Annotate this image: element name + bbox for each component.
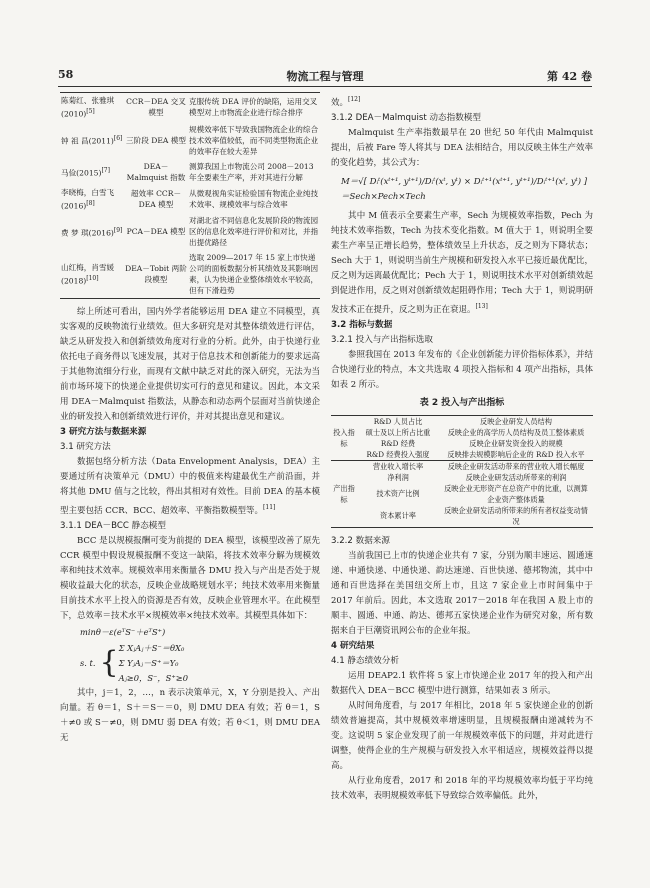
indicator-table (331, 415, 593, 528)
paragraph-continuation: 效。[12] (331, 96, 361, 108)
indicator-name-cell: 营业收入增长率 (357, 460, 439, 472)
indicator-desc-cell: 反映企业的高学历人员结构及员工整体素质 (447, 427, 585, 437)
citation-ref: [5] (86, 108, 95, 115)
paragraph-industry-view: 从行业角度看，2017 和 2018 年的平均规模效率均低于平均纯技术效率，表明规模效率低下导致综合效率偏低。此外， (331, 775, 593, 801)
brace-icon: { (99, 645, 119, 681)
model-cell: PCA－DEA 模型 (126, 227, 186, 237)
citation-ref: [9] (113, 226, 123, 234)
paragraph-summary: 综上所述可看出，国内外学者能够运用 DEA 建立不同模型，真实客观的反映物流行业绩效。但大多研究是对其整体绩效进行评估，缺乏从研发投入和创新绩效角度对行业的分析。此外，由于快递行业依托电子商务得以飞速发展，其对于信息技术和创新能力的要求远高于其他物流细分行业，而现有文献中缺乏对此的深入研究，无法为当前市场环境下的快递企业提供切实可行的意见和建议。因此，本文采用 DEA－Malmquist 指数法，从静态和动态两个层面对当前快递企业的研发投入和创新绩效进行评价，并对其提出意见和建议。 (60, 307, 320, 423)
lp-constraint-2: Σ YⱼAⱼ－S⁺＝Y₀ (118, 657, 179, 668)
table-row (331, 505, 593, 528)
indicator-desc-cell: 反映企业无形资产在总资产中的比重，以测算企业资产整体质量 (444, 483, 588, 504)
author-cell (60, 93, 124, 122)
left-column (60, 92, 320, 746)
author-text: 钟 祖 昌(2011) (61, 136, 114, 146)
paragraph-bcc: BCC 是以规模报酬可变为前提的 DEA 模型，该模型改善了原先 CCR 模型中假设规模报酬不变这一缺陷，将技术效率分解为规模效率和纯技术效率。规模效率用来衡量各 DMU 投入与产出是否处于规模收益最大化的状态，反映企业战略规划水平；纯技术效率用来衡量目前技术水平上投入的资源是否有效，反映企业管理水平。在此模型下，总效率＝技术水平×规模效率×纯技术效率。其模型具体如下： (60, 535, 320, 621)
paragraph-indicators: 参照我国在 2013 年发布的《企业创新能力评价指标体系》，并结合快递行业的特点，本文共选取 4 项投入指标和 4 项产出指标，具体如表 2 所示。 (331, 349, 593, 390)
lp-constraint-3: Aⱼ≥0，S⁻，S⁺≥0 (118, 672, 188, 683)
citation-ref: [8] (86, 199, 95, 207)
table-row (331, 460, 593, 472)
description-cell: 规模效率低下导致我国物流企业的综合技术效率值较低，而不同类型物流企业的效率存在较大差异 (189, 124, 319, 156)
right-column (331, 92, 593, 804)
author-cell (60, 213, 124, 250)
indicator-desc-cell: 反映企业研发活动所带来的所有者权益变动情况 (439, 505, 593, 528)
model-cell: DEA－Malmquist 指数 (126, 161, 186, 182)
table-row (60, 93, 320, 122)
lp-st-label: s. t. (80, 657, 96, 668)
table-row (60, 159, 320, 185)
author-text: 李晓梅，白雪飞(2016) (61, 187, 115, 211)
table-row (60, 250, 320, 299)
lp-constraint-1: Σ XⱼAⱼ＋S⁻＝θX₀ (118, 642, 185, 653)
indicator-name-cell: 净利润 (387, 472, 409, 482)
description-cell: 克服传统 DEA 评价的缺陷，运用交叉模型对上市物流企业进行综合排序 (188, 93, 320, 122)
author-text: 马俭(2015) (61, 168, 102, 178)
paragraph-time-view: 从时间角度看，与 2017 年相比，2018 年 5 家快递企业的创新绩效普遍提高，其中规模效率增速明显，且规模报酬由递减转为不变。这说明 5 家企业发现了前一年规模效率低下的问题，并对此进行调整，使得企业的生产规模与研发投入水平相适应，规模效益得以提高。 (331, 700, 593, 771)
running-header (58, 66, 592, 87)
table-row (331, 415, 593, 427)
author-cell (60, 159, 124, 185)
indicator-desc-cell: 反映企业研发人员结构 (439, 415, 593, 427)
journal-title: 物流工程与管理 (286, 70, 364, 83)
indicator-name-cell: 资本累计率 (357, 505, 439, 528)
group-cell: 产出指标 (331, 460, 357, 527)
page-number: 58 (58, 68, 74, 81)
paragraph-variables: 其中，j＝1，2，…，n 表示决策单元，X，Y 分别是投入、产出向量。若 θ＝1，S＋＝S－＝0，则 DMU DEA 有效；若 θ＝1，S＋≠0 或 S－≠0，则 DMU 弱 DEA 有效；若 θ＜1，则 DMU DEA 无 (60, 687, 320, 743)
indicator-name-cell: R&D 人员占比 (357, 415, 439, 427)
volume-label: 第 42 卷 (547, 70, 592, 83)
author-text: 陈菊红、张雅琪(2010) (61, 96, 115, 119)
subsection-heading-3-1-1: 3.1.1 DEA－BCC 静态模型 (60, 520, 166, 531)
section-heading-3: 3 研究方法与数据来源 (60, 427, 147, 438)
paragraph-indices: 其中 M 值表示全要素生产率，Sech 为规模效率指数，Pech 为纯技术效率指数，Tech 为技术变化指数。M 值大于 1，则说明全要素生产率呈正增长趋势，整体绩效呈上升状态，反之则为下降状态；Sech 大于 1，则说明当前生产规模和研发投入水平已接近最优配比，反之则为远离最优配比；Pech 大于 1，则说明技术水平对创新绩效起到促进作用，反之则对创新绩效起阻碍作用；Tech 大于 1，则说明研发技术正在提升，反之则为正在衰退。[13] (331, 210, 593, 315)
model-cell: 超效率 CCR－DEA 模型 (130, 188, 182, 209)
table2-caption: 表 2 投入与产出指标 (419, 397, 505, 408)
paragraph-data-source: 当前我国已上市的快递企业共有 7 家，分别为顺丰速运、圆通速递、申通快递、中通快递、韵达速递、百世快递、德邦物流，其中中通和百世选择在美国纽交所上市，且这 7 家企业上市时间集中于 2017 年前后。因此，本文选取 2017－2018 年在我国 A 股上市的顺丰、圆通、申通、韵达、德邦五家快递企业作为研究对象，所有数据来自于巨潮资讯网公布的企业年报。 (331, 550, 593, 636)
indicator-desc-cell: 反映排去规模影响后企业的 R&D 投入水平 (447, 449, 585, 459)
subsection-heading-3-2-1: 3.2.1 投入与产出指标选取 (331, 334, 433, 345)
table-row (331, 472, 593, 483)
lp-model (60, 626, 320, 686)
model-cell: CCR－DEA 交叉模型 (124, 93, 188, 122)
group-cell: 投入指标 (331, 415, 357, 460)
indicator-desc-cell: 反映企业研发活动所带来的利润 (465, 472, 567, 482)
description-cell: 对湖北省不同信息化发展阶段的物流园区的信息化效率进行评价和对比，并指出提优路径 (189, 216, 319, 248)
section-heading-3-2: 3.2 指标与数据 (331, 319, 393, 330)
model-cell: DEA－Tobit 两阶段模型 (124, 250, 188, 299)
literature-table (60, 92, 320, 299)
model-cell: 三阶段 DEA 模型 (126, 135, 186, 145)
table-row (331, 449, 593, 461)
table-row (331, 438, 593, 449)
paragraph-dea-intro: 数据包络分析方法（Data Envelopment Analysis，DEA）主要通过所有决策单元（DMU）中的极值来构建最优生产前沿面，并将其他 DMU 值与之比较，得出其相对有效性。目前 DEA 的基本模型主要包括 CCR、BCC、超效率、平衡指数模型等。[11] (60, 457, 320, 516)
subsection-heading-3-1: 3.1 研究方法 (60, 442, 111, 453)
citation-ref: [7] (101, 166, 110, 174)
table-row (331, 483, 593, 505)
author-cell (60, 122, 124, 159)
author-cell (60, 250, 124, 299)
table-row (331, 427, 593, 438)
indicator-name-cell: R&D 经费投入强度 (366, 449, 430, 459)
indicator-desc-cell: 反映企业研发资金投入的规模 (469, 438, 563, 448)
lp-objective: minθ－ε(eᵀS⁻＋eᵀS⁺) (80, 626, 166, 637)
paragraph-malmquist: Malmquist 生产率指数最早在 20 世纪 50 年代由 Malmquist 提出，后被 Fare 等人将其与 DEA 法相结合，用以反映主体生产效率的变化趋势，其公式为： (331, 127, 593, 168)
author-text: 费 梦 琪(2016) (61, 228, 114, 238)
indicator-desc-cell: 反映企业研发活动带来的营业收入增长幅度 (439, 460, 593, 472)
table-row (60, 122, 320, 159)
indicator-name-cell: R&D 经费 (380, 438, 416, 448)
subsection-heading-3-2-2: 3.2.2 数据来源 (331, 535, 390, 546)
table-row (60, 213, 320, 250)
section-heading-4: 4 研究结果 (331, 640, 375, 651)
description-cell: 测算我国上市物流公司 2008－2013 年全要素生产率，并对其进行分解 (189, 161, 314, 182)
author-text: 山红梅，肖雪媛(2018) (61, 262, 115, 286)
indicator-name-cell: 硕士及以上所占比重 (365, 427, 431, 437)
paragraph-deap: 运用 DEAP2.1 软件将 5 家上市快递企业 2017 年的投入和产出数据代入 DEA－BCC 模型中进行测算，结果如表 3 所示。 (331, 670, 593, 696)
subsection-heading-3-1-2: 3.1.2 DEA－Malmquist 动态指数模型 (331, 112, 481, 123)
indicator-name-cell: 技术资产比例 (376, 489, 420, 499)
malmquist-formula: M＝√[ Dᵢᵗ(xᵗ⁺¹, yᵗ⁺¹)/Dᵢᵗ(xᵗ, yᵗ) × Dᵢᵗ⁺¹(xᵗ⁺¹, yᵗ⁺¹)/Dᵢᵗ⁺¹(xᵗ, yᵗ) ]＝Sech×Pech×Tech (341, 176, 588, 202)
citation-ref: [6] (113, 135, 123, 143)
description-cell: 从微观视角实证检验国有物流企业纯技术效率、规模效率与综合效率 (189, 188, 319, 209)
citation-ref: [10] (86, 274, 99, 282)
description-cell: 选取 2009—2017 年 15 家上市快递公司的面板数据分析其绩效及其影响因素，认为快递企业整体绩效水平较高，但有下滑趋势 (188, 250, 320, 299)
author-cell (60, 185, 124, 214)
subsection-heading-4-1: 4.1 静态绩效分析 (331, 655, 399, 666)
table-row (60, 185, 320, 214)
